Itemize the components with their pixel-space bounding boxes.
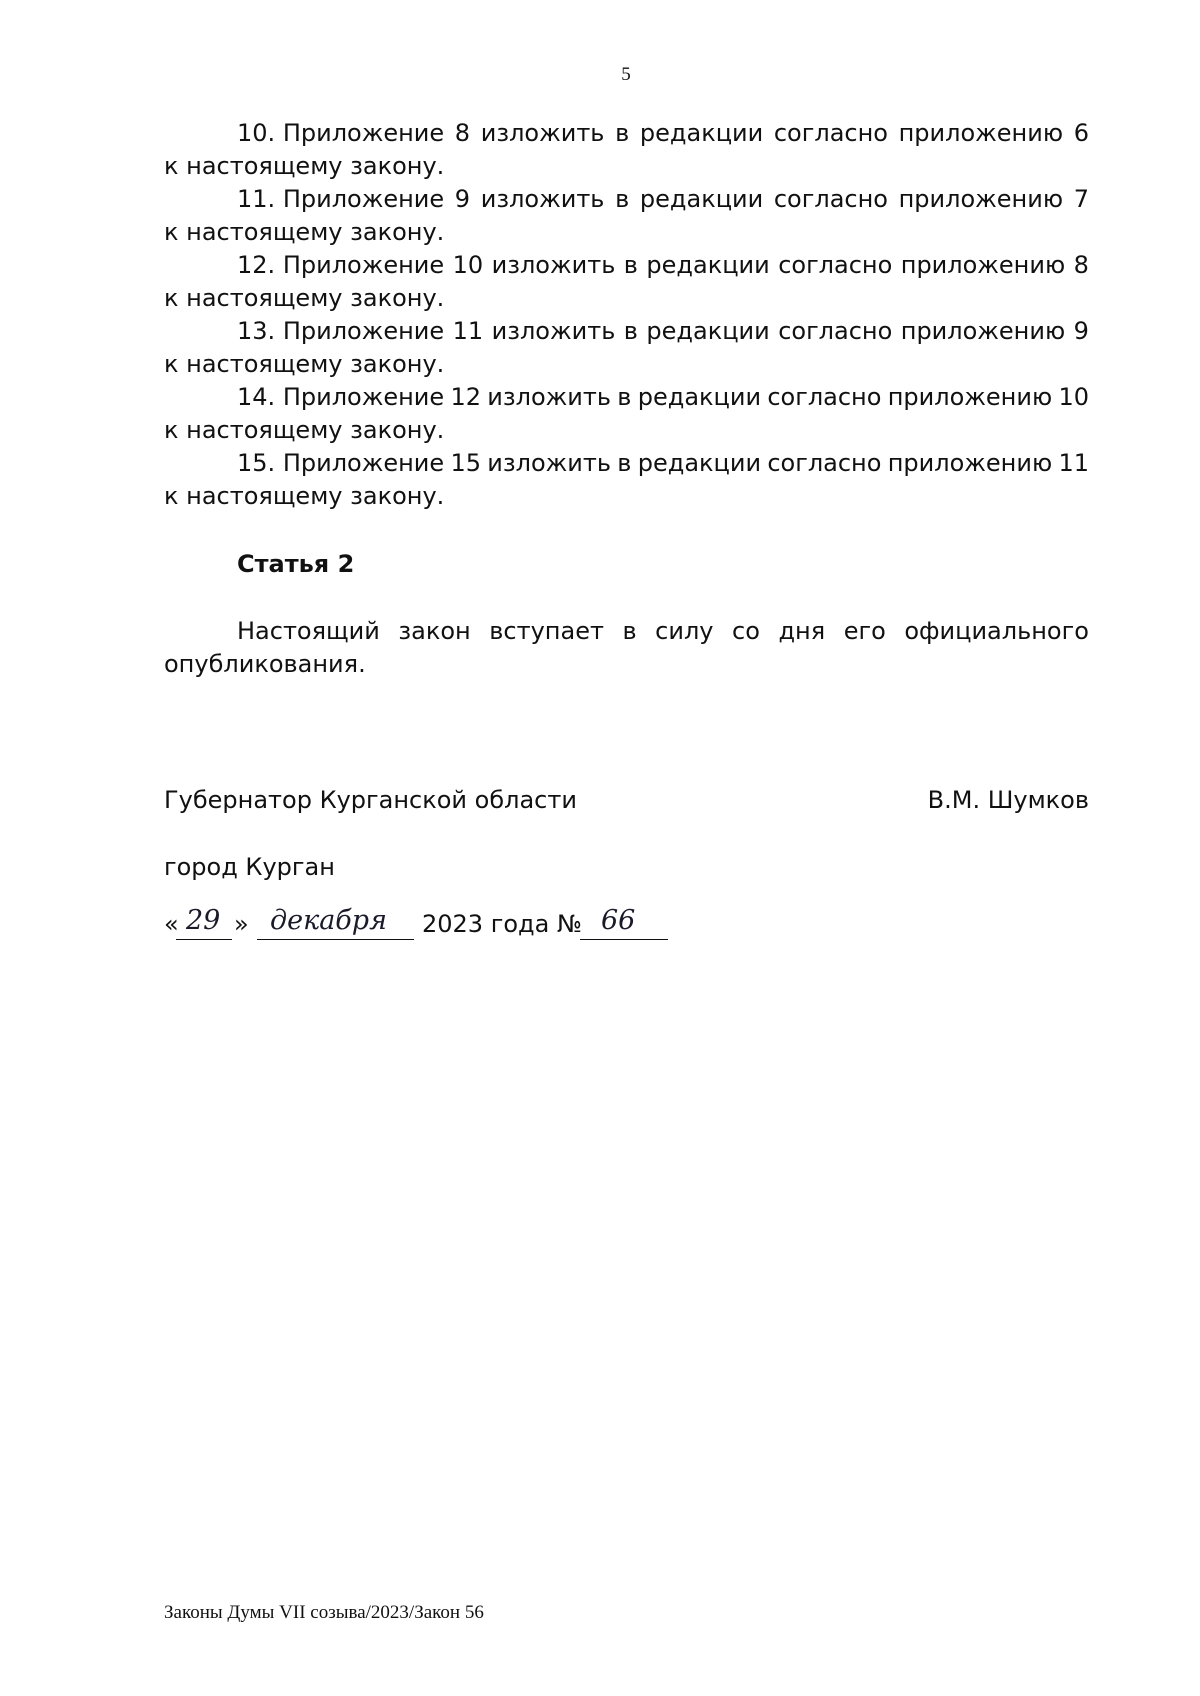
date-line (164, 904, 684, 948)
amendment-item (164, 315, 1089, 381)
item-word: Приложение (282, 383, 445, 411)
city: город Курган (164, 853, 335, 881)
item-lead (237, 447, 444, 480)
item-word: 10 (1058, 383, 1089, 411)
item-word: в (615, 119, 630, 147)
article-title: Статья 2 (237, 550, 355, 578)
item-word: Приложение (282, 119, 445, 147)
item-word: редакции (639, 119, 764, 147)
item-word: 11 (452, 317, 484, 345)
paragraph-word: его (843, 617, 886, 645)
signature-block (164, 784, 1089, 817)
paragraph-word: в (622, 617, 637, 645)
number-underline (580, 939, 668, 940)
paragraph-word: закон (398, 617, 471, 645)
item-word: 8 (1073, 251, 1089, 279)
item-word: 10 (452, 251, 484, 279)
item-word: в (623, 317, 638, 345)
article-paragraph-line1 (164, 615, 1089, 648)
amendment-item (164, 447, 1089, 513)
item-number: 11. (237, 185, 276, 213)
month-underline (257, 939, 414, 940)
amendment-item-line1 (164, 117, 1089, 150)
item-word: в (617, 449, 632, 477)
paragraph-word: со (732, 617, 760, 645)
item-word: 6 (1073, 119, 1089, 147)
item-number: 12. (237, 251, 276, 279)
paragraph-word: Настоящий (237, 617, 380, 645)
item-word: согласно (773, 119, 888, 147)
handwritten-law-number: 66 (601, 905, 636, 936)
item-word: 7 (1073, 185, 1089, 213)
page-number: 5 (621, 64, 631, 85)
date-year-text: 2023 года № (422, 910, 582, 938)
item-word: 12 (450, 383, 481, 411)
amendment-item (164, 117, 1089, 183)
item-word: изложить (487, 449, 611, 477)
item-word: согласно (778, 251, 893, 279)
item-word: редакции (637, 383, 762, 411)
item-word: изложить (491, 251, 616, 279)
item-lead (237, 381, 444, 414)
item-word: Приложение (282, 251, 445, 279)
item-word: согласно (767, 383, 882, 411)
amendment-item-line2: к настоящему закону. (164, 284, 445, 312)
amendment-item-line1 (164, 381, 1089, 414)
amendment-item-line1 (164, 447, 1089, 480)
item-word: в (615, 185, 630, 213)
item-word: редакции (646, 317, 770, 345)
amendment-item-line1 (164, 249, 1089, 282)
amendment-item-line1 (164, 315, 1089, 348)
amendment-items (164, 117, 1089, 513)
item-word: приложению (887, 449, 1053, 477)
amendment-item-line1 (164, 183, 1089, 216)
article-paragraph (164, 615, 1089, 681)
item-word: в (617, 383, 632, 411)
item-number: 13. (237, 317, 276, 345)
date-open-quote: « (164, 910, 179, 938)
handwritten-day: 29 (186, 905, 221, 936)
item-lead (237, 117, 444, 150)
item-word: изложить (480, 119, 605, 147)
amendment-item (164, 249, 1089, 315)
amendment-item (164, 183, 1089, 249)
item-word: согласно (773, 185, 888, 213)
item-word: приложению (898, 185, 1064, 213)
amendment-item-line2: к настоящему закону. (164, 350, 445, 378)
item-lead (237, 315, 444, 348)
signatory-position: Губернатор Курганской области (164, 786, 577, 814)
paragraph-word: дня (778, 617, 826, 645)
item-number: 15. (237, 449, 276, 477)
item-word: согласно (778, 317, 893, 345)
amendment-item-line2: к настоящему закону. (164, 416, 445, 444)
item-word: изложить (491, 317, 616, 345)
paragraph-word: вступает (489, 617, 604, 645)
paragraph-word: силу (655, 617, 714, 645)
signatory-name: В.М. Шумков (927, 786, 1089, 814)
item-number: 14. (237, 383, 276, 411)
item-word: 9 (454, 185, 471, 213)
paragraph-word: официального (904, 617, 1089, 645)
amendment-item (164, 381, 1089, 447)
item-word: приложению (898, 119, 1064, 147)
item-lead (237, 183, 444, 216)
item-word: приложению (900, 317, 1066, 345)
footer: Законы Думы VII созыва/2023/Закон 56 (164, 1602, 484, 1623)
item-word: Приложение (282, 317, 445, 345)
item-word: согласно (767, 449, 882, 477)
item-word: Приложение (282, 449, 445, 477)
item-word: 9 (1073, 317, 1089, 345)
item-word: в (623, 251, 638, 279)
item-word: 11 (1058, 449, 1089, 477)
amendment-item-line2: к настоящему закону. (164, 218, 445, 246)
item-word: редакции (646, 251, 770, 279)
item-number: 10. (237, 119, 276, 147)
day-underline (176, 939, 232, 940)
amendment-item-line2: к настоящему закону. (164, 482, 445, 510)
handwritten-month: декабря (270, 905, 387, 936)
item-word: приложению (900, 251, 1066, 279)
item-word: приложению (887, 383, 1053, 411)
item-word: изложить (480, 185, 605, 213)
item-word: 8 (454, 119, 471, 147)
item-lead (237, 249, 444, 282)
item-word: Приложение (282, 185, 445, 213)
item-word: редакции (639, 185, 764, 213)
item-word: изложить (487, 383, 611, 411)
item-word: редакции (637, 449, 762, 477)
article-paragraph-line2: опубликования. (164, 650, 366, 678)
amendment-item-line2: к настоящему закону. (164, 152, 445, 180)
item-word: 15 (450, 449, 481, 477)
date-close-quote: » (234, 910, 249, 938)
